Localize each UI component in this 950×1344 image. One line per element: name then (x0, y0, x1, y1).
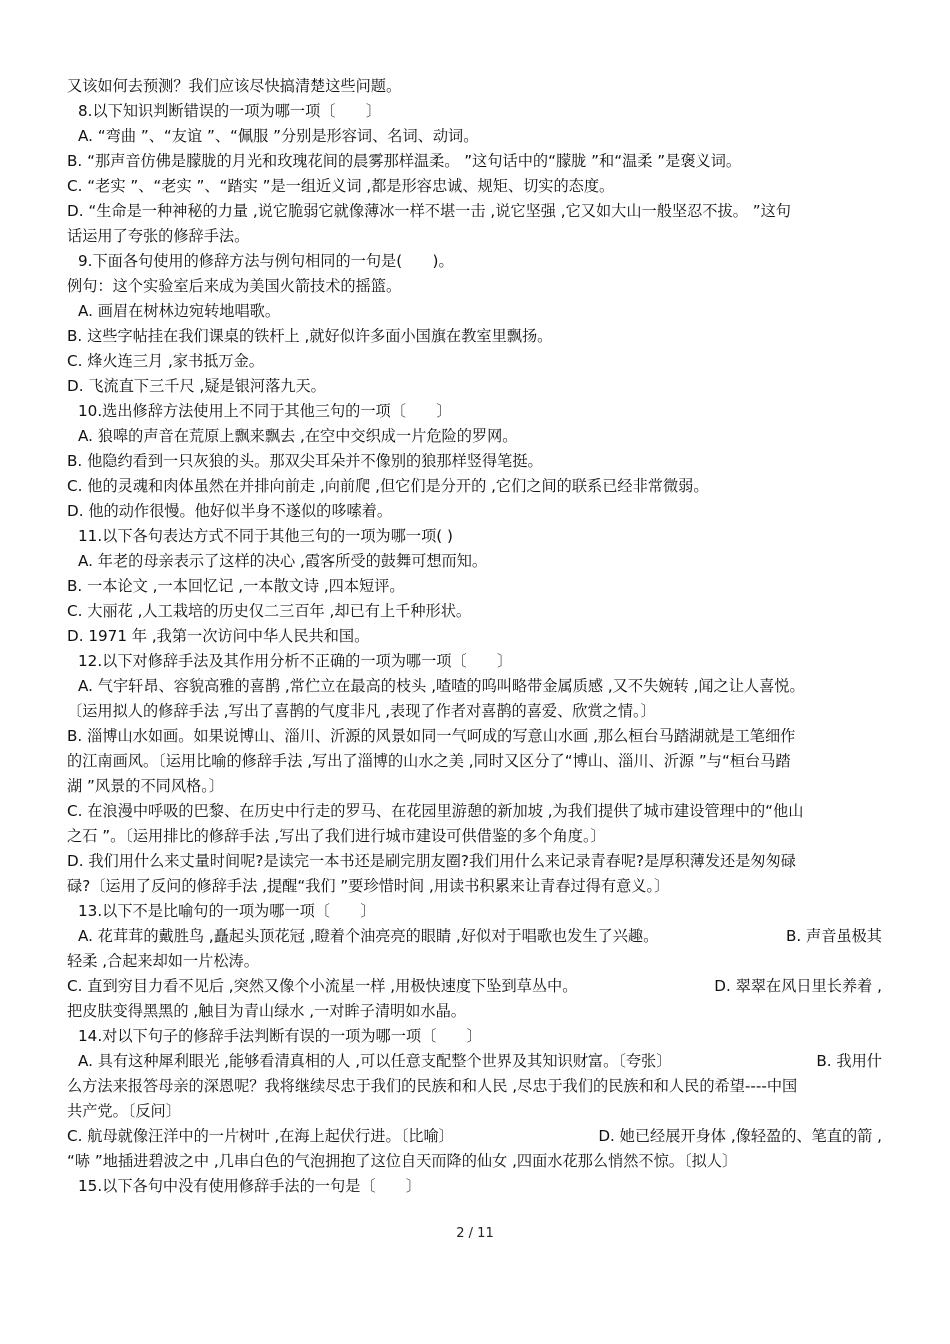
page-number: 2 / 11 (456, 1226, 494, 1241)
option-line: D. 1971 年 ,我第一次访问中华人民共和国。 (67, 627, 370, 645)
option-row (67, 1124, 882, 1149)
question-11: 11.以下各句表达方式不同于其他三句的一项为哪一项( ) (78, 527, 453, 545)
question-14: 14.对以下句子的修辞手法判断有误的一项为哪一项〔 〕 (78, 1027, 482, 1045)
option-a: A. 具有这种犀利眼光 ,能够看清真相的人 ,可以任意支配整个世界及其知识财富。〔夸张〕 (78, 1052, 672, 1070)
option-b: B. 我用什 (816, 1052, 882, 1070)
document-body (67, 74, 882, 1199)
option-line: A. 狼嗥的声音在荒原上飘来飘去 ,在空中交织成一片危险的罗网。 (78, 427, 518, 445)
option-line: A. 气宇轩昂、容貌高雅的喜鹊 ,常伫立在最高的枝头 ,喳喳的呜叫略带金属质感 ,又不失婉转 ,闻之让人喜悦。 (78, 677, 805, 695)
option-line: C. 他的灵魂和肉体虽然在并排向前走 ,向前爬 ,但它们是分开的 ,它们之间的联系已经非常微弱。 (67, 477, 709, 495)
option-line: A. 画眉在树林边宛转地唱歌。 (78, 302, 281, 320)
question-8: 8.以下知识判断错误的一项为哪一项〔 〕 (78, 102, 382, 120)
option-line: “哧 ”地插进碧波之中 ,几串白色的气泡拥抱了这位自天而降的仙女 ,四面水花那么悄然不惊。〔拟人〕 (67, 1152, 738, 1170)
option-line: B. 淄博山水如画。如果说博山、淄川、沂源的风景如同一气呵成的写意山水画 ,那么桓台马踏湖就是工笔细作 (67, 727, 796, 745)
option-line: 湖 ”风景的不同风格。〕 (67, 777, 224, 795)
option-d: D. 她已经展开身体 ,像轻盈的、笔直的箭 , (598, 1127, 882, 1145)
option-line: D. 我们用什么来丈量时间呢?是读完一本书还是刷完朋友圈?我们用什么来记录青春呢?是厚积薄发还是匆匆碌 (67, 852, 796, 870)
option-row (67, 924, 882, 949)
option-line: B. 一本论文 ,一本回忆记 ,一本散文诗 ,四本短评。 (67, 577, 405, 595)
option-d: D. 翠翠在风日里长养着 , (714, 977, 882, 995)
option-line: 共产党。〔反问〕 (67, 1102, 181, 1120)
question-13: 13.以下不是比喻句的一项为哪一项〔 〕 (78, 902, 376, 920)
question-10: 10.选出修辞方法使用上不同于其他三句的一项〔 〕 (78, 402, 452, 420)
option-line: C. “老实 ”、“老实 ”、“踏实 ”是一组近义词 ,都是形容忠诚、规矩、切实的态度。 (67, 177, 615, 195)
option-c: C. 直到穷目力看不见后 ,突然又像个小流星一样 ,用极快速度下坠到草丛中。 (67, 977, 578, 995)
option-line: 的江南画风。〔运用比喻的修辞手法 ,写出了淄博的山水之美 ,同时又区分了“博山、淄川、沂源 ”与“桓台马踏 (67, 752, 791, 770)
option-row (67, 974, 882, 999)
option-line: A. 年老的母亲表示了这样的决心 ,霞客所受的鼓舞可想而知。 (78, 552, 488, 570)
option-line: C. 在浪漫中呼吸的巴黎、在历史中行走的罗马、在花园里游憩的新加坡 ,为我们提供了城市建设管理中的“他山 (67, 802, 804, 820)
question-9: 9.下面各句使用的修辞方法与例句相同的一句是( )。 (78, 252, 454, 270)
question-12: 12.以下对修辞手法及其作用分析不正确的一项为哪一项〔 〕 (78, 652, 513, 670)
option-a: A. 花茸茸的戴胜鸟 ,矗起头顶花冠 ,瞪着个油亮亮的眼睛 ,好似对于唱歌也发生了兴趣。 (78, 927, 659, 945)
option-line: B. 这些字帖挂在我们课桌的铁杆上 ,就好似许多面小国旗在教室里飘扬。 (67, 327, 553, 345)
option-line: B. “那声音仿佛是朦胧的月光和玫瑰花间的晨雾那样温柔。 ”这句话中的“朦胧 ”和“温柔 ”是褒义词。 (67, 152, 742, 170)
option-row (67, 1049, 882, 1074)
option-line: 话运用了夸张的修辞手法。 (67, 227, 250, 245)
option-line: B. 他隐约看到一只灰狼的头。那双尖耳朵并不像别的狼那样竖得笔挺。 (67, 452, 543, 470)
question-15: 15.以下各句中没有使用修辞手法的一句是〔 〕 (78, 1177, 422, 1195)
option-line: 把皮肤变得黑黑的 ,触目为青山绿水 ,一对眸子清明如水晶。 (67, 1002, 466, 1020)
text-line: 又该如何去预测？我们应该尽快搞清楚这些问题。 (67, 77, 402, 95)
option-line: C. 大丽花 ,人工栽培的历史仅二三百年 ,却已有上千种形状。 (67, 602, 472, 620)
option-line: A. “弯曲 ”、“友谊 ”、“佩服 ”分别是形容词、名词、动词。 (78, 127, 479, 145)
option-b: B. 声音虽极其 (785, 927, 882, 945)
option-line: D. 他的动作很慢。他好似半身不遂似的哆嗦着。 (67, 502, 393, 520)
option-c: C. 航母就像汪洋中的一片树叶 ,在海上起伏行进。〔比喻〕 (67, 1127, 454, 1145)
example-line: 例句：这个实验室后来成为美国火箭技术的摇篮。 (67, 277, 402, 295)
option-line: 〔运用拟人的修辞手法 ,写出了喜鹊的气度非凡 ,表现了作者对喜鹊的喜爱、欣赏之情。〕 (67, 702, 656, 720)
option-line: D. “生命是一种神秘的力量 ,说它脆弱它就像薄冰一样不堪一击 ,说它坚强 ,它又如大山一般坚忍不拔。 ”这句 (67, 202, 791, 220)
option-line: 之石 ”。〔运用排比的修辞手法 ,写出了我们进行城市建设可供借鉴的多个角度。〕 (67, 827, 606, 845)
option-line: C. 烽火连三月 ,家书抵万金。 (67, 352, 264, 370)
option-line: 么方法来报答母亲的深恩呢？我将继续尽忠于我们的民族和和人民 ,尽忠于我们的民族和和人民的希望----中国 (67, 1077, 798, 1095)
option-line: D. 飞流直下三千尺 ,疑是银河落九天。 (67, 377, 326, 395)
option-line: 轻柔 ,合起来却如一片松涛。 (67, 952, 259, 970)
option-line: 碌?〔运用了反问的修辞手法 ,提醒“我们 ”要珍惜时间 ,用读书积累来让青春过得有意义。〕 (67, 877, 670, 895)
